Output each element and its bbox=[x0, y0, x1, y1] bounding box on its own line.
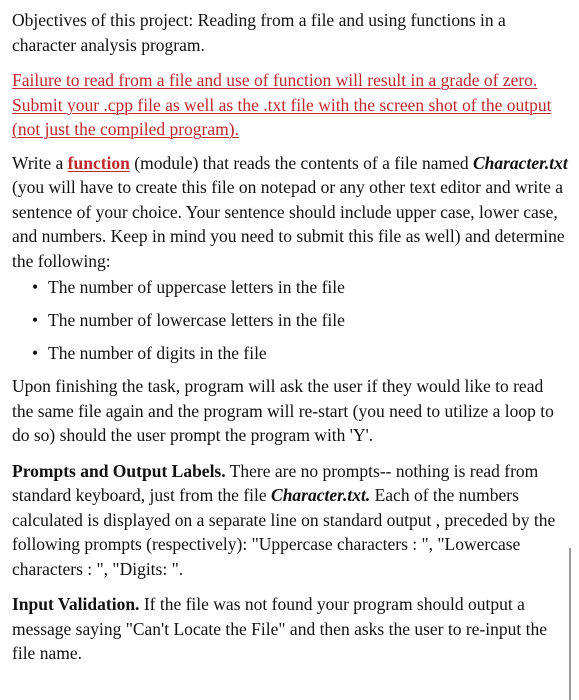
list-item: • The number of digits in the file bbox=[12, 341, 568, 366]
prompts-pre: There are no prompts-- nothing is read from standard keyboard, just from the file bbox=[12, 460, 539, 505]
task-paragraph bbox=[12, 151, 568, 274]
scrollbar-thumb[interactable] bbox=[569, 548, 571, 700]
warning-link[interactable]: Failure to read from a file and use of function will result in a grade of zero. Submit your .cpp file as well as the .txt file with the screen shot of the output (not just the compiled program). bbox=[12, 70, 552, 139]
filename-text: Character.txt bbox=[472, 152, 568, 173]
warning-paragraph bbox=[12, 68, 568, 142]
validation-text: If the file was not found your program should output a message saying "Can't Locate the File" and then asks the user to re-input the file name. bbox=[12, 594, 548, 663]
prompts-filename: Character.txt. bbox=[271, 485, 371, 505]
requirements-list bbox=[12, 275, 568, 366]
prompts-paragraph bbox=[12, 459, 568, 582]
function-link[interactable]: function bbox=[67, 152, 130, 173]
validation-heading: Input Validation. bbox=[12, 594, 140, 614]
document-page bbox=[12, 8, 568, 666]
list-item: • The number of lowercase letters in the file bbox=[12, 308, 568, 333]
task-after-function: (module) that reads the contents of a file named bbox=[129, 152, 473, 173]
objectives-paragraph: Objectives of this project: Reading from a file and using functions in a character analysis program. bbox=[12, 10, 506, 55]
loop-paragraph: Upon finishing the task, program will ask the user if they would like to read the same file again and the program will re-start (you need to utilize a loop to do so) should the user prompt the program with 'Y'. bbox=[12, 376, 554, 445]
prompts-heading: Prompts and Output Labels. bbox=[12, 460, 226, 481]
prompts-rest: Each of the numbers calculated is displayed on a separate line on standard output , preceded by the following prompts (respectively): "Uppercase characters : ", "Lowercase characters : ", "Digits: ". bbox=[12, 485, 556, 579]
task-pre: Write a bbox=[12, 152, 68, 173]
validation-paragraph bbox=[12, 592, 568, 666]
list-item: • The number of uppercase letters in the file bbox=[12, 275, 568, 300]
task-rest: (you will have to create this file on notepad or any other text editor and write a sentence of your choice. Your sentence should include upper case, lower case, and numbers. Keep in mind you need to submit this file as well) and determine the following: bbox=[12, 177, 565, 271]
